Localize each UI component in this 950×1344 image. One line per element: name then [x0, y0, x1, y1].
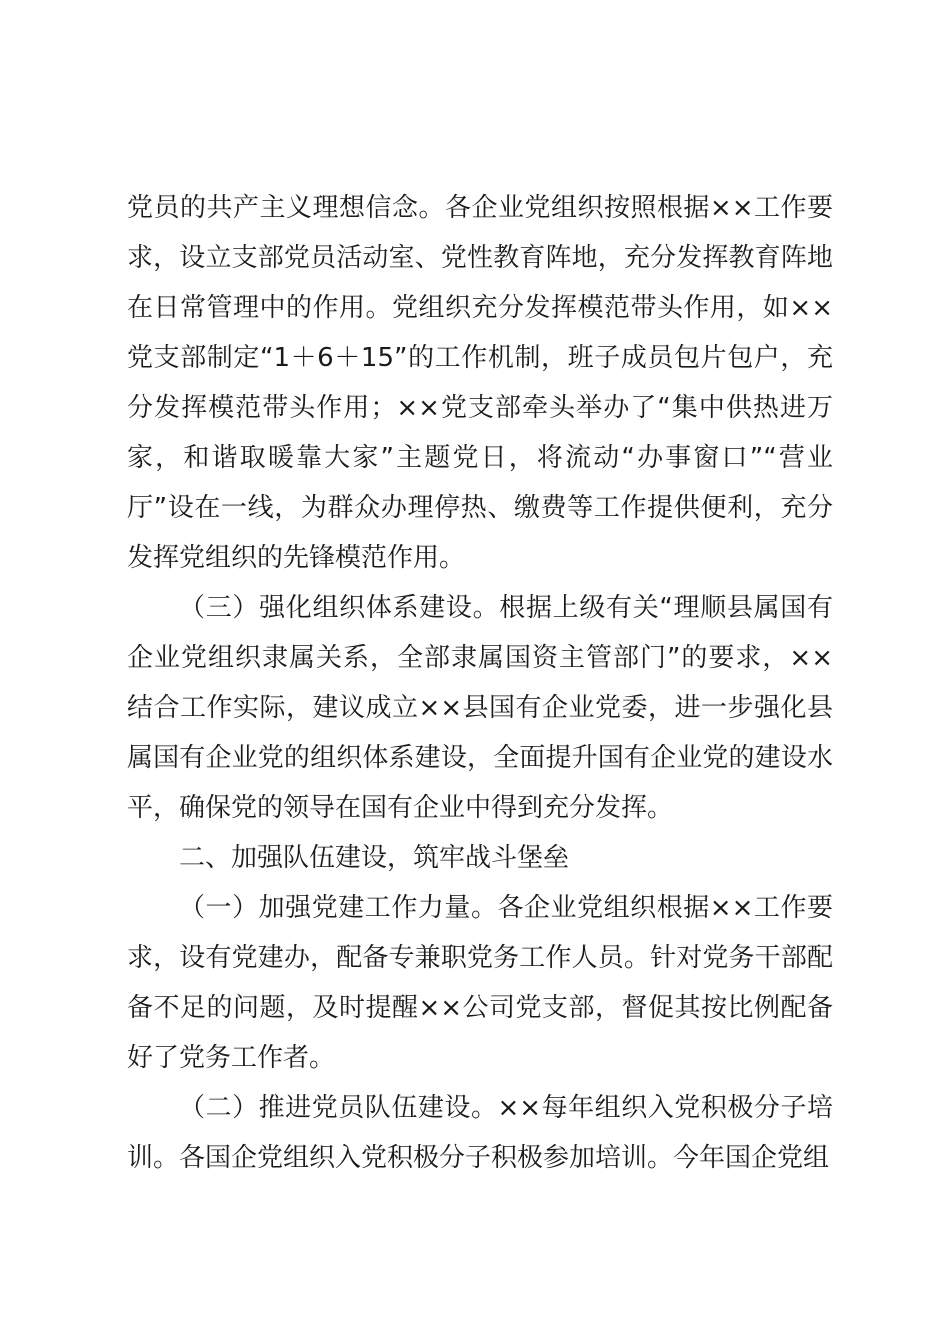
paragraph-organization-system: （三）强化组织体系建设。根据上级有关“理顺县属国有企业党组织隶属关系，全部隶属国资主管部门”的要求，××结合工作实际，建议成立××县国有企业党委，进一步强化县属国有企业党的组织体系建设，全面提升国有企业党的建设水平，确保党的领导在国有企业中得到充分发挥。: [127, 593, 833, 823]
paragraph-party-work-strength: （一）加强党建工作力量。各企业党组织根据××工作要求，设有党建办，配备专兼职党务工作人员。针对党务干部配备不足的问题，及时提醒××公司党支部，督促其按比例配备好了党务工作者。: [127, 893, 833, 1073]
paragraph-party-belief: 党员的共产主义理想信念。各企业党组织按照根据××工作要求，设立支部党员活动室、党性教育阵地，充分发挥教育阵地在日常管理中的作用。党组织充分发挥模范带头作用，如××党支部制定“1＋6＋15”的工作机制，班子成员包片包户，充分发挥模范带头作用；××党支部牵头举办了“集中供热进万家，和谐取暖靠大家”主题党日，将流动“办事窗口”“营业厅”设在一线，为群众办理停热、缴费等工作提供便利，充分发挥党组织的先锋模范作用。: [127, 193, 833, 573]
section-heading-team-building: 二、加强队伍建设，筑牢战斗堡垒: [179, 843, 570, 873]
document-body: [127, 183, 833, 1183]
paragraph-member-team-building: （二）推进党员队伍建设。××每年组织入党积极分子培训。各国企党组织入党积极分子积极参加培训。今年国企党组: [127, 1093, 833, 1173]
